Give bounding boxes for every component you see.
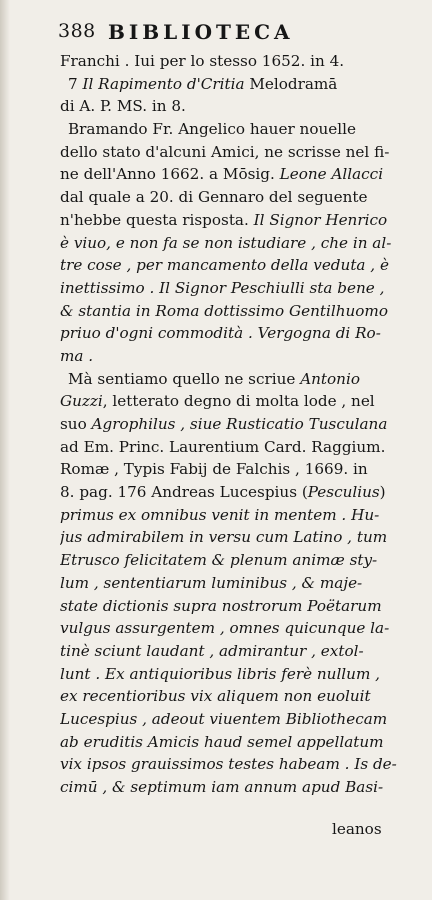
- italic-span: è viuo, e non fa se non istudiare , che in al-: [60, 233, 392, 252]
- roman-span: , letterato degno di molta lode , nel: [102, 392, 375, 411]
- roman-span: Mà sentiamo quello ne scriue: [68, 369, 301, 388]
- text-line: [60, 663, 412, 686]
- text-line: [60, 163, 412, 186]
- italic-span: jus admirabilem in versu cum Latino , tum: [60, 528, 388, 547]
- text-line: [60, 390, 412, 413]
- italic-span: & stantia in Roma dottissimo Gentilhuomo: [60, 301, 388, 320]
- text-line: [60, 640, 412, 663]
- italic-span: state dictionis supra nostrorum Poëtarum: [60, 596, 382, 615]
- text-line: [60, 141, 412, 164]
- italic-span: vulgus assurgentem , omnes quicunque la-: [60, 619, 390, 638]
- running-title: BIBLIOTECA: [108, 20, 294, 44]
- text-line: [60, 572, 412, 595]
- roman-span: suo: [60, 415, 92, 433]
- italic-span: cimū , & septimum iam annum apud Basi-: [60, 778, 384, 796]
- italic-span: Lucespius , adeout viuentem Bibliothecam: [60, 709, 388, 728]
- roman-span: Franchi . Iui per lo stesso 1652. in 4.: [60, 52, 345, 70]
- text-line: [60, 73, 412, 96]
- text-line: [60, 368, 412, 391]
- roman-span: ): [379, 483, 386, 502]
- italic-span: Pesculius: [307, 483, 380, 502]
- roman-span: n'hebbe questa risposta.: [60, 210, 254, 229]
- text-line: [60, 753, 412, 776]
- text-line: [60, 254, 412, 277]
- roman-span: di A. P. MS. in 8.: [60, 97, 186, 116]
- italic-span: lum , sententiarum luminibus , & maje-: [60, 573, 363, 592]
- italic-span: ma .: [60, 346, 94, 365]
- text-line: [60, 481, 412, 504]
- text-line: [60, 413, 412, 436]
- roman-span: dello stato d'alcuni Amici, ne scrisse nel fi-: [60, 142, 390, 161]
- text-line: [60, 731, 412, 754]
- text-line: [60, 549, 412, 572]
- text-line: [60, 322, 412, 345]
- gutter-shadow: [0, 0, 10, 900]
- text-line: [60, 300, 412, 323]
- italic-span: lunt . Ex antiquioribus libris ferè nullum ,: [60, 664, 381, 683]
- italic-span: inettissimo . Il Signor Peschiulli sta bene ,: [60, 278, 385, 297]
- text-line: [60, 50, 412, 73]
- roman-span: ad Em. Princ. Laurentium Card. Raggium.: [60, 437, 386, 456]
- italic-span: Guzzi: [60, 392, 103, 411]
- text-line: [60, 595, 412, 618]
- text-line: [60, 436, 412, 459]
- text-line: [60, 95, 412, 118]
- text-line: [60, 776, 412, 799]
- roman-span: ne dell'Anno 1662. a Mōsig.: [60, 165, 280, 184]
- italic-span: Il Signor Henrico: [253, 210, 388, 229]
- text-line: [60, 685, 412, 708]
- italic-span: vix ipsos grauissimos testes habeam . Is de-: [60, 755, 397, 774]
- italic-span: primus ex omnibus venit in mentem . Hu-: [60, 505, 380, 524]
- italic-span: ab eruditis Amicis haud semel appellatum: [60, 732, 384, 751]
- text-line: [60, 617, 412, 640]
- italic-span: Il Rapimento d'Critia: [82, 74, 245, 93]
- roman-span: dal quale a 20. di Gennaro del seguente: [60, 188, 368, 207]
- roman-span: Melodramā: [244, 74, 338, 93]
- text-line: [60, 458, 412, 481]
- text-line: [60, 118, 412, 141]
- italic-span: Antonio: [300, 369, 360, 388]
- page-number: 388: [58, 20, 96, 42]
- italic-span: tre cose , per mancamento della veduta , è: [60, 256, 389, 275]
- italic-span: Leone Allacci: [279, 165, 384, 184]
- text-line: [60, 209, 412, 232]
- roman-span: 7: [68, 74, 83, 93]
- italic-span: Agrophilus , siue Rusticatio Tusculana: [91, 415, 388, 433]
- text-line: [60, 708, 412, 731]
- text-line: [60, 526, 412, 549]
- italic-span: priuo d'ogni commodità . Vergogna di Ro-: [60, 324, 381, 343]
- roman-span: Bramando Fr. Angelico hauer nouelle: [68, 120, 356, 139]
- body-text: [60, 50, 412, 799]
- italic-span: tinè sciunt laudant , admirantur , extol-: [60, 641, 364, 660]
- roman-span: 8. pag. 176 Andreas Lucespius (: [60, 483, 308, 502]
- text-line: [60, 345, 412, 368]
- italic-span: Etrusco felicitatem & plenum animæ sty-: [60, 551, 378, 570]
- running-header: [58, 18, 402, 46]
- text-line: [60, 186, 412, 209]
- text-line: [60, 232, 412, 255]
- roman-span: Romæ , Typis Fabij de Falchis , 1669. in: [60, 460, 368, 479]
- text-line: [60, 277, 412, 300]
- italic-span: ex recentioribus vix aliquem non euoluit: [60, 687, 371, 706]
- text-line: [60, 504, 412, 527]
- catchword: leanos: [332, 820, 382, 838]
